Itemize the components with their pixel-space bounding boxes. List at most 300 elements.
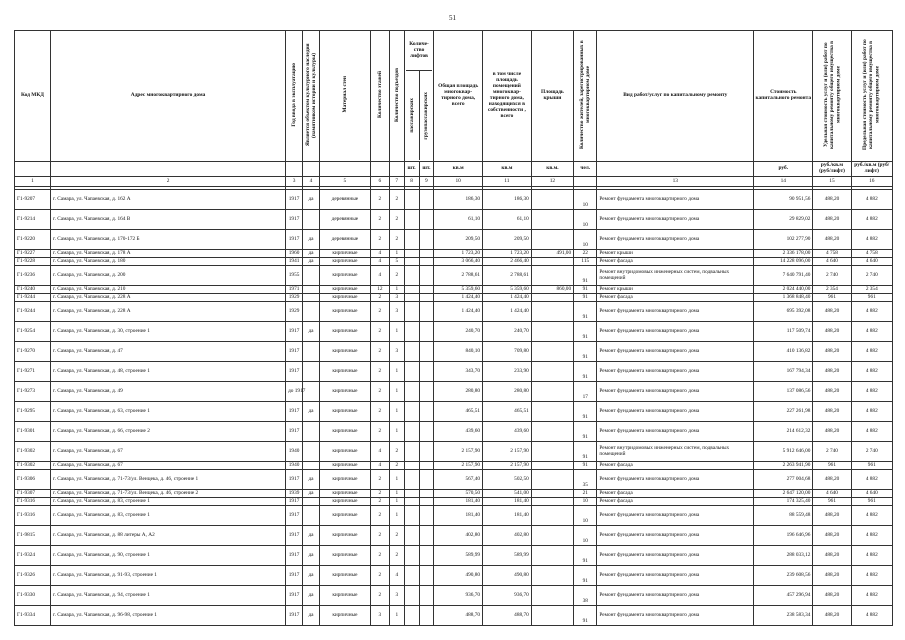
cell-specific-cost: 488,20 bbox=[813, 230, 851, 250]
cell-heritage bbox=[303, 302, 320, 322]
cell-material: кирпичные bbox=[319, 606, 370, 626]
cell-elev-passenger bbox=[404, 498, 419, 506]
cell-heritage: да bbox=[303, 402, 320, 422]
header-wall-material bbox=[319, 31, 370, 162]
header-work-type: Вид работ/услуг по капитальному ремонту bbox=[597, 31, 754, 162]
cell-roof-area bbox=[531, 210, 573, 230]
col-number: 5 bbox=[319, 177, 370, 187]
cell-address: г. Самара, ул. Чапаевская, д. 63, строение 1 bbox=[51, 402, 286, 422]
cell-code: Г1-9302 bbox=[15, 442, 51, 462]
cell-elev-passenger bbox=[404, 258, 419, 266]
cell-entrances: 1 bbox=[389, 470, 404, 490]
cell-work-type: Ремонт фундамента многоквартирного дома bbox=[597, 402, 754, 422]
cell-heritage: да bbox=[303, 586, 320, 606]
cell-elev-cargo bbox=[419, 286, 434, 294]
cell-address: г. Самара, ул. Чапаевская, д. 210 bbox=[51, 286, 286, 294]
cell-entrances: 2 bbox=[389, 266, 404, 286]
cell-year: 1917 bbox=[286, 210, 303, 230]
cell-year: 1917 bbox=[286, 606, 303, 626]
table-row bbox=[15, 402, 893, 422]
cell-entrances: 1 bbox=[389, 322, 404, 342]
cell-elev-passenger bbox=[404, 266, 419, 286]
cell-heritage: да bbox=[303, 322, 320, 342]
cell-total-area: 490,80 bbox=[434, 566, 483, 586]
col-number: 10 bbox=[434, 177, 483, 187]
cell-elev-cargo bbox=[419, 258, 434, 266]
cell-floors: 4 bbox=[370, 462, 389, 470]
cell-owned-area: 502,50 bbox=[483, 470, 532, 490]
cell-floors: 2 bbox=[370, 190, 389, 210]
table-row bbox=[15, 586, 893, 606]
cell-max-cost: 4 882 bbox=[851, 402, 892, 422]
cell-max-cost: 4 882 bbox=[851, 566, 892, 586]
cell-residents: 38 bbox=[574, 586, 597, 606]
col-number: 6 bbox=[370, 177, 389, 187]
cell-material: кирпичные bbox=[319, 302, 370, 322]
cell-elev-passenger bbox=[404, 526, 419, 546]
table-row bbox=[15, 190, 893, 210]
cell-year: 1917 bbox=[286, 342, 303, 362]
cell-elev-passenger bbox=[404, 490, 419, 498]
cell-heritage: да bbox=[303, 546, 320, 566]
cell-roof-area bbox=[531, 230, 573, 250]
cell-max-cost: 2 740 bbox=[851, 442, 892, 462]
cell-work-type: Ремонт фундамента многоквартирного дома bbox=[597, 342, 754, 362]
cell-heritage bbox=[303, 210, 320, 230]
cell-max-cost: 4 882 bbox=[851, 302, 892, 322]
cell-total-area: 181,40 bbox=[434, 498, 483, 506]
cell-specific-cost: 488,20 bbox=[813, 470, 851, 490]
cell-heritage: да bbox=[303, 470, 320, 490]
header-heritage-label: Является объектом культурного наследия (памятником истории и культуры) bbox=[304, 43, 318, 146]
cell-address: г. Самара, ул. Чапаевская, д. 48, строение 1 bbox=[51, 362, 286, 382]
header-floors bbox=[370, 31, 389, 162]
cell-specific-cost: 488,20 bbox=[813, 342, 851, 362]
cell-elev-passenger bbox=[404, 506, 419, 526]
cell-max-cost: 4 882 bbox=[851, 586, 892, 606]
cell-roof-area bbox=[531, 586, 573, 606]
cell-year: 1940 bbox=[286, 442, 303, 462]
table-row bbox=[15, 462, 893, 470]
cell-owned-area: 61,10 bbox=[483, 210, 532, 230]
cell-year: 1917 bbox=[286, 362, 303, 382]
cell-elev-cargo bbox=[419, 342, 434, 362]
cell-owned-area: 465,51 bbox=[483, 402, 532, 422]
cell-owned-area: 5 359,60 bbox=[483, 286, 532, 294]
cell-cost: 2 263 941,90 bbox=[754, 462, 813, 470]
cell-owned-area: 589,99 bbox=[483, 546, 532, 566]
cell-year: 1917 bbox=[286, 230, 303, 250]
cell-specific-cost: 488,20 bbox=[813, 526, 851, 546]
cell-entrances: 2 bbox=[389, 462, 404, 470]
header-total-area: Общая площадь многоквар-тирного дома, всего bbox=[434, 31, 483, 162]
cell-material: кирпичные bbox=[319, 506, 370, 526]
cell-year: 1917 bbox=[286, 498, 303, 506]
unit-cost: руб. bbox=[754, 162, 813, 177]
cell-year: 1939 bbox=[286, 490, 303, 498]
header-residents-label: Количество жителей, зарегистрированных в многоквартирном доме bbox=[579, 40, 592, 149]
cell-entrances: 1 bbox=[389, 506, 404, 526]
cell-material: кирпичные bbox=[319, 342, 370, 362]
cell-owned-area: 233,90 bbox=[483, 362, 532, 382]
cell-roof-area bbox=[531, 566, 573, 586]
cell-work-type: Ремонт фундамента многоквартирного дома bbox=[597, 382, 754, 402]
col-number: 15 bbox=[813, 177, 851, 187]
cell-entrances: 2 bbox=[389, 546, 404, 566]
cell-heritage bbox=[303, 462, 320, 470]
cell-address: г. Самара, ул. Чапаевская, д. 164 В bbox=[51, 210, 286, 230]
cell-entrances: 5 bbox=[389, 258, 404, 266]
cell-roof-area bbox=[531, 402, 573, 422]
cell-owned-area: 1 424,40 bbox=[483, 294, 532, 302]
cell-entrances: 2 bbox=[389, 210, 404, 230]
cell-residents: 91 bbox=[574, 566, 597, 586]
header-cost: Стоимость капитального ремонта bbox=[754, 31, 813, 162]
table-row bbox=[15, 382, 893, 402]
cell-floors: 2 bbox=[370, 322, 389, 342]
cell-heritage: да bbox=[303, 230, 320, 250]
unit-owned-area: кв.м bbox=[483, 162, 532, 177]
table-row bbox=[15, 422, 893, 442]
cell-cost: 29 829,02 bbox=[754, 210, 813, 230]
cell-address: г. Самара, ул. Чапаевская, д. 67 bbox=[51, 462, 286, 470]
cell-code: Г1-9326 bbox=[15, 566, 51, 586]
cell-heritage bbox=[303, 362, 320, 382]
cell-elev-cargo bbox=[419, 266, 434, 286]
cell-elev-cargo bbox=[419, 250, 434, 258]
cell-floors: 2 bbox=[370, 498, 389, 506]
header-residents bbox=[574, 31, 597, 162]
cell-entrances: 3 bbox=[389, 342, 404, 362]
cell-elev-passenger bbox=[404, 462, 419, 470]
cell-cost: 196 646,96 bbox=[754, 526, 813, 546]
col-number: 4 bbox=[303, 177, 320, 187]
cell-specific-cost: 4 640 bbox=[813, 258, 851, 266]
cell-total-area: 936,70 bbox=[434, 586, 483, 606]
header-elev-cargo: грузопассажирских bbox=[422, 91, 429, 140]
cell-cost: 214 612,32 bbox=[754, 422, 813, 442]
cell-roof-area bbox=[531, 546, 573, 566]
col-number: 11 bbox=[483, 177, 532, 187]
cell-owned-area: 280,80 bbox=[483, 382, 532, 402]
cell-address: г. Самара, ул. Чапаевская, д. 71-73/ул. Венцека, д. 46, строение 1 bbox=[51, 470, 286, 490]
cell-entrances: 4 bbox=[389, 566, 404, 586]
cell-total-area: 209,50 bbox=[434, 230, 483, 250]
cell-residents: 10 bbox=[574, 506, 597, 526]
cell-max-cost: 961 bbox=[851, 498, 892, 506]
cell-code: Г1-9330 bbox=[15, 586, 51, 606]
cell-roof-area bbox=[531, 442, 573, 462]
cell-floors: 2 bbox=[370, 546, 389, 566]
cell-elev-passenger bbox=[404, 230, 419, 250]
cell-cost: 227 261,98 bbox=[754, 402, 813, 422]
cell-roof-area bbox=[531, 422, 573, 442]
cell-floors: 2 bbox=[370, 210, 389, 230]
cell-elev-passenger bbox=[404, 286, 419, 294]
cell-roof-area bbox=[531, 190, 573, 210]
cell-material: кирпичные bbox=[319, 250, 370, 258]
cell-year: 1917 bbox=[286, 546, 303, 566]
cell-code: Г1-9244 bbox=[15, 302, 51, 322]
cell-roof-area bbox=[531, 342, 573, 362]
cell-material: деревянные bbox=[319, 190, 370, 210]
cell-cost: 277 004,68 bbox=[754, 470, 813, 490]
cell-cost: 2 647 120,00 bbox=[754, 490, 813, 498]
cell-residents: 21 bbox=[574, 490, 597, 498]
cell-work-type: Ремонт фундамента многоквартирного дома bbox=[597, 526, 754, 546]
cell-year: 1955 bbox=[286, 266, 303, 286]
cell-floors: 4 bbox=[370, 442, 389, 462]
cell-residents: 91 bbox=[574, 362, 597, 382]
cell-elev-passenger bbox=[404, 210, 419, 230]
cell-elev-passenger bbox=[404, 250, 419, 258]
cell-owned-area: 2 788,61 bbox=[483, 266, 532, 286]
cell-roof-area: 860,00 bbox=[531, 286, 573, 294]
cell-year: 1917 bbox=[286, 402, 303, 422]
header-heritage bbox=[303, 31, 320, 162]
cell-elev-passenger bbox=[404, 322, 419, 342]
header-owned-area: в том числе площадь помещений многоквар-тирного дома, находящихся в собственности , всего bbox=[483, 31, 532, 162]
cell-cost: 288 033,12 bbox=[754, 546, 813, 566]
cell-work-type: Ремонт фундамента многоквартирного дома bbox=[597, 322, 754, 342]
table-row bbox=[15, 442, 893, 462]
cell-cost: 102 277,90 bbox=[754, 230, 813, 250]
col-number: 2 bbox=[51, 177, 286, 187]
cell-material: кирпичные bbox=[319, 498, 370, 506]
cell-floors: 3 bbox=[370, 606, 389, 626]
cell-work-type: Ремонт фундамента многоквартирного дома bbox=[597, 190, 754, 210]
table-row bbox=[15, 566, 893, 586]
cell-total-area: 1 424,40 bbox=[434, 294, 483, 302]
header-max-cost bbox=[851, 31, 892, 162]
cell-total-area: 488,70 bbox=[434, 606, 483, 626]
cell-max-cost: 2 354 bbox=[851, 286, 892, 294]
cell-owned-area: 439,60 bbox=[483, 422, 532, 442]
cell-material: кирпичные bbox=[319, 526, 370, 546]
cell-specific-cost: 2 740 bbox=[813, 266, 851, 286]
cell-material: кирпичные bbox=[319, 382, 370, 402]
cell-roof-area bbox=[531, 506, 573, 526]
header-specific-cost bbox=[813, 31, 851, 162]
cell-heritage: да bbox=[303, 250, 320, 258]
cell-elev-passenger bbox=[404, 586, 419, 606]
cell-work-type: Ремонт фундамента многоквартирного дома bbox=[597, 422, 754, 442]
cell-elev-passenger bbox=[404, 566, 419, 586]
cell-material: кирпичные bbox=[319, 422, 370, 442]
cell-code: Г1-9244 bbox=[15, 294, 51, 302]
cell-residents: 10 bbox=[574, 190, 597, 210]
cell-elev-passenger bbox=[404, 294, 419, 302]
cell-entrances: 2 bbox=[389, 526, 404, 546]
cell-material: деревянные bbox=[319, 230, 370, 250]
col-number: 12 bbox=[531, 177, 573, 187]
header-entrances-label: Количество подъездов bbox=[393, 67, 400, 122]
cell-work-type: Ремонт фундамента многоквартирного дома bbox=[597, 606, 754, 626]
cell-cost: 1 368 848,40 bbox=[754, 294, 813, 302]
cell-elev-passenger bbox=[404, 422, 419, 442]
cell-owned-area: 488,70 bbox=[483, 606, 532, 626]
cell-work-type: Ремонт фундамента многоквартирного дома bbox=[597, 302, 754, 322]
cell-max-cost: 4 882 bbox=[851, 422, 892, 442]
cell-entrances: 3 bbox=[389, 586, 404, 606]
header-max-cost-label: Предельная стоимость услуг и (или) работ по капитальному ремонту общего имущества в многоквартирном доме bbox=[862, 39, 881, 150]
cell-heritage bbox=[303, 342, 320, 362]
cell-elev-cargo bbox=[419, 442, 434, 462]
cell-floors: 2 bbox=[370, 526, 389, 546]
cell-floors: 2 bbox=[370, 586, 389, 606]
cell-entrances: 1 bbox=[389, 286, 404, 294]
cell-total-area: 567,40 bbox=[434, 470, 483, 490]
cell-specific-cost: 4 640 bbox=[813, 490, 851, 498]
cell-floors: 2 bbox=[370, 490, 389, 498]
cell-floors: 4 bbox=[370, 258, 389, 266]
cell-material: кирпичные bbox=[319, 362, 370, 382]
cell-address: г. Самара, ул. Чапаевская, д. 88 литеры А, А2 bbox=[51, 526, 286, 546]
cell-material: кирпичные bbox=[319, 470, 370, 490]
cell-entrances: 2 bbox=[389, 230, 404, 250]
cell-elev-passenger bbox=[404, 442, 419, 462]
cell-entrances: 1 bbox=[389, 362, 404, 382]
cell-cost: 90 951,56 bbox=[754, 190, 813, 210]
cell-entrances: 2 bbox=[389, 442, 404, 462]
cell-address: г. Самара, ул. Чапаевская, д. 180 bbox=[51, 258, 286, 266]
cell-residents: 91 bbox=[574, 402, 597, 422]
cell-cost: 410 136,82 bbox=[754, 342, 813, 362]
cell-work-type: Ремонт фасада bbox=[597, 258, 754, 266]
cell-elev-cargo bbox=[419, 526, 434, 546]
cell-roof-area bbox=[531, 362, 573, 382]
cell-elev-cargo bbox=[419, 490, 434, 498]
cell-owned-area: 1 424,40 bbox=[483, 302, 532, 322]
cell-residents: 10 bbox=[574, 526, 597, 546]
cell-year: 1917 bbox=[286, 526, 303, 546]
cell-elev-passenger bbox=[404, 606, 419, 626]
cell-heritage: да bbox=[303, 490, 320, 498]
cell-code: Г1-9220 bbox=[15, 230, 51, 250]
cell-elev-passenger bbox=[404, 402, 419, 422]
cell-address: г. Самара, ул. Чапаевская, д. 96-98, строение 1 bbox=[51, 606, 286, 626]
col-number: 14 bbox=[754, 177, 813, 187]
cell-cost: 167 794,34 bbox=[754, 362, 813, 382]
column-numbers-row bbox=[15, 177, 893, 187]
cell-entrances: 1 bbox=[389, 422, 404, 442]
cell-cost: 174 325,40 bbox=[754, 498, 813, 506]
cell-residents: 17 bbox=[574, 382, 597, 402]
cell-work-type: Ремонт фундамента многоквартирного дома bbox=[597, 506, 754, 526]
cell-material: кирпичные bbox=[319, 586, 370, 606]
cell-specific-cost: 488,20 bbox=[813, 422, 851, 442]
cell-elev-passenger bbox=[404, 470, 419, 490]
cell-total-area: 2 788,61 bbox=[434, 266, 483, 286]
cell-address: г. Самара, ул. Чапаевская, д. 162 А bbox=[51, 190, 286, 210]
cell-year: 1929 bbox=[286, 302, 303, 322]
cell-total-area: 840,10 bbox=[434, 342, 483, 362]
cell-owned-area: 936,70 bbox=[483, 586, 532, 606]
cell-year: 1917 bbox=[286, 322, 303, 342]
cell-address: г. Самара, ул. Чапаевская, д. 30, строение 1 bbox=[51, 322, 286, 342]
table-row bbox=[15, 210, 893, 230]
cell-entrances: 2 bbox=[389, 190, 404, 210]
unit-total-area: кв.м bbox=[434, 162, 483, 177]
cell-elev-cargo bbox=[419, 546, 434, 566]
cell-specific-cost: 4 758 bbox=[813, 250, 851, 258]
cell-roof-area bbox=[531, 266, 573, 286]
cell-address: г. Самара, ул. Чапаевская, д. 228 А bbox=[51, 294, 286, 302]
unit-roof-area: кв.м. bbox=[531, 162, 573, 177]
cell-address: г. Самара, ул. Чапаевская, д. 83, строение 1 bbox=[51, 498, 286, 506]
cell-owned-area: 1 723,20 bbox=[483, 250, 532, 258]
col-number: 8 bbox=[404, 177, 419, 187]
cell-max-cost: 4 640 bbox=[851, 490, 892, 498]
cell-total-area: 402,80 bbox=[434, 526, 483, 546]
cell-specific-cost: 488,20 bbox=[813, 210, 851, 230]
cell-floors: 2 bbox=[370, 470, 389, 490]
cell-residents: 10 bbox=[574, 230, 597, 250]
cell-max-cost: 4 882 bbox=[851, 210, 892, 230]
header-entrances bbox=[389, 31, 404, 162]
cell-address: г. Самара, ул. Чапаевская, д. 91-93, строение 1 bbox=[51, 566, 286, 586]
cell-owned-area: 402,80 bbox=[483, 526, 532, 546]
cell-roof-area bbox=[531, 498, 573, 506]
cell-residents: 91 bbox=[574, 322, 597, 342]
cell-owned-area: 541,00 bbox=[483, 490, 532, 498]
header-elev-passenger: пассажирских bbox=[408, 98, 415, 133]
table-row bbox=[15, 250, 893, 258]
col-number: 16 bbox=[851, 177, 892, 187]
cell-owned-area: 186,30 bbox=[483, 190, 532, 210]
cell-year: 1917 bbox=[286, 470, 303, 490]
cell-elev-passenger bbox=[404, 342, 419, 362]
cell-entrances: 1 bbox=[389, 606, 404, 626]
cell-code: Г1-9815 bbox=[15, 526, 51, 546]
cell-work-type: Ремонт крыши bbox=[597, 250, 754, 258]
cell-year: до 1917 bbox=[286, 382, 303, 402]
cell-heritage bbox=[303, 266, 320, 286]
cell-address: г. Самара, ул. Чапаевская, д. 83, строение 1 bbox=[51, 506, 286, 526]
cell-address: г. Самара, ул. Чапаевская, д. 90, строение 1 bbox=[51, 546, 286, 566]
cell-material: кирпичные bbox=[319, 294, 370, 302]
table-row bbox=[15, 546, 893, 566]
cell-residents: 91 bbox=[574, 606, 597, 626]
cell-max-cost: 961 bbox=[851, 462, 892, 470]
table-row bbox=[15, 490, 893, 498]
cell-heritage: да bbox=[303, 566, 320, 586]
cell-total-area: 61,10 bbox=[434, 210, 483, 230]
cell-total-area: 2 157,90 bbox=[434, 442, 483, 462]
cell-work-type: Ремонт фундамента многоквартирного дома bbox=[597, 362, 754, 382]
cell-max-cost: 4 882 bbox=[851, 546, 892, 566]
cell-specific-cost: 488,20 bbox=[813, 362, 851, 382]
cell-address: г. Самара, ул. Чапаевская, д. 94, строение 1 bbox=[51, 586, 286, 606]
table-row bbox=[15, 498, 893, 506]
cell-year: 1917 bbox=[286, 566, 303, 586]
cell-floors: 2 bbox=[370, 230, 389, 250]
cell-total-area: 570,50 bbox=[434, 490, 483, 498]
cell-material: деревянные bbox=[319, 210, 370, 230]
cell-entrances: 1 bbox=[389, 382, 404, 402]
cell-elev-cargo bbox=[419, 302, 434, 322]
cell-max-cost: 4 882 bbox=[851, 322, 892, 342]
cell-address: г. Самара, ул. Чапаевская, д. 71-73/ул. Венцека, д. 46, строение 2 bbox=[51, 490, 286, 498]
cell-code: Г1-9307 bbox=[15, 490, 51, 498]
cell-floors: 4 bbox=[370, 250, 389, 258]
cell-elev-passenger bbox=[404, 302, 419, 322]
cell-roof-area bbox=[531, 462, 573, 470]
header-elevators bbox=[404, 31, 434, 162]
cell-code: Г1-9324 bbox=[15, 546, 51, 566]
cell-cost: 2 336 178,00 bbox=[754, 250, 813, 258]
cell-elev-cargo bbox=[419, 506, 434, 526]
